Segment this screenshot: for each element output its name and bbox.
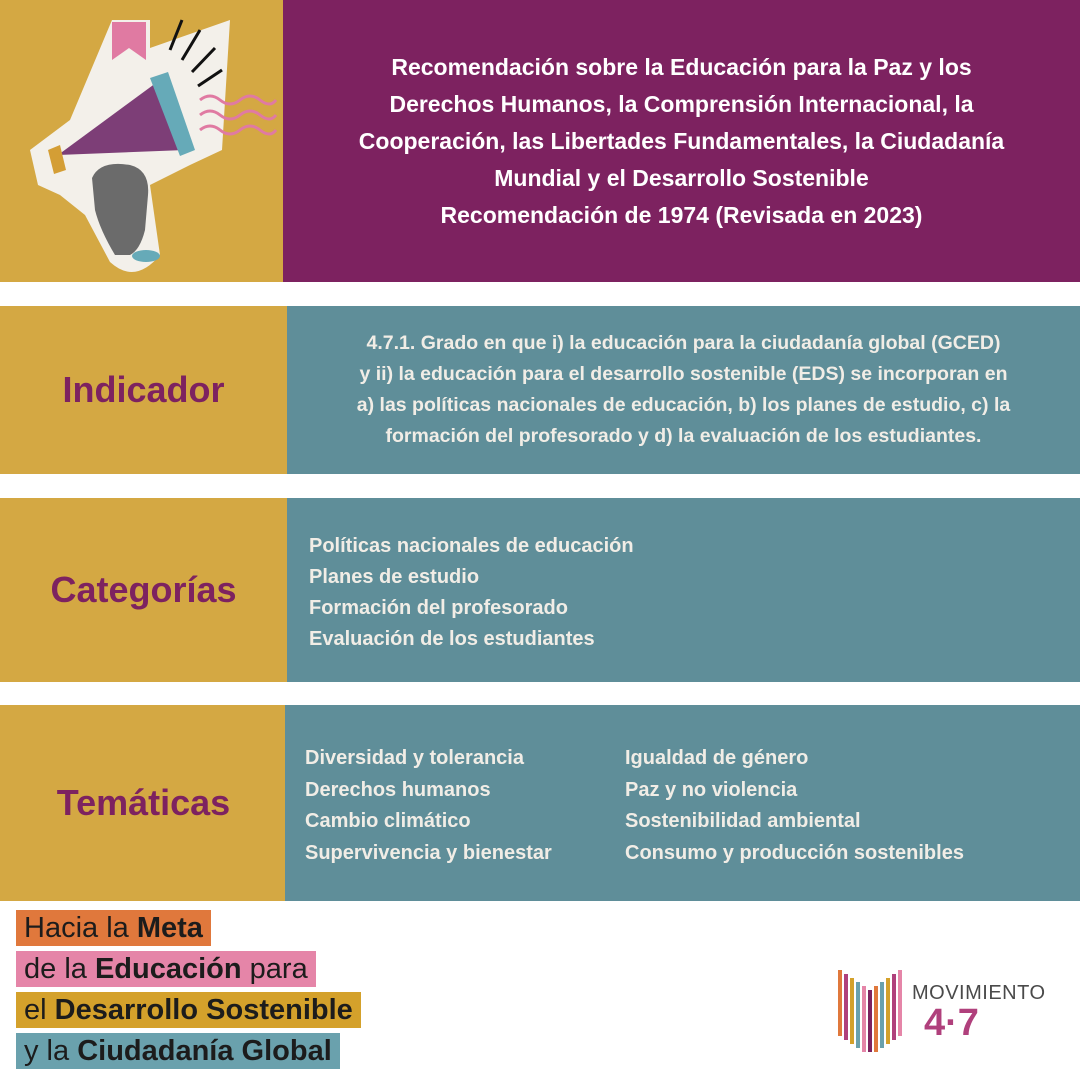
title-line: Recomendación sobre la Educación para la Paz y los (391, 53, 972, 80)
tematicas-label: Temáticas (0, 705, 287, 901)
list-item: Políticas nacionales de educación (309, 535, 634, 557)
list-item: Igualdad de género (625, 747, 809, 769)
tagline-line-3 (16, 992, 361, 1028)
indicador-label: Indicador (0, 306, 287, 474)
list-item: Derechos humanos (305, 778, 491, 801)
tematicas-column-1 (305, 743, 552, 869)
tagline-line-1 (16, 910, 211, 946)
list-item: Formación del profesorado (309, 597, 568, 619)
indicador-line: 4.7.1. Grado en que i) la educación para la ciudadanía global (GCED) (366, 332, 1001, 354)
logo-bars-icon (838, 968, 904, 1054)
list-item: Paz y no violencia (625, 778, 798, 801)
tagline-emphasis: Ciudadanía Global (77, 1035, 332, 1067)
list-item: Consumo y producción sostenibles (625, 841, 964, 864)
title-line: Mundial y el Desarrollo Sostenible (494, 164, 869, 191)
movimiento-logo (838, 968, 1058, 1056)
tagline-emphasis: Meta (136, 912, 203, 944)
indicador-text (341, 328, 1026, 452)
list-item: Sostenibilidad ambiental (625, 810, 861, 832)
header-illustration-panel (0, 0, 283, 282)
tagline-text: y la (24, 1035, 78, 1067)
indicador-line: y ii) la educación para el desarrollo sostenible (EDS) se incorporan en (359, 363, 1008, 385)
title-line: Cooperación, las Libertades Fundamentales, la Ciudadanía (358, 127, 1005, 154)
page-title (341, 49, 1022, 234)
tagline-text: el (24, 994, 55, 1026)
list-item: Planes de estudio (309, 566, 480, 588)
tagline-text: Hacia la (24, 912, 137, 944)
tagline-emphasis: Desarrollo Sostenible (54, 994, 353, 1026)
list-item: Supervivencia y bienestar (305, 841, 552, 864)
title-line: Derechos Humanos, la Comprensión Internacional, la (389, 90, 974, 117)
list-item: Diversidad y tolerancia (305, 747, 524, 769)
header-title-panel (283, 0, 1080, 282)
tematicas-panel (285, 705, 1080, 901)
tagline-line-4 (16, 1033, 340, 1069)
title-subline: Recomendación de 1974 (Revisada en 2023) (440, 201, 923, 228)
indicador-line: a) las políticas nacionales de educación, b) los planes de estudio, c) la (356, 394, 1011, 416)
tagline-text: de la (24, 953, 95, 985)
indicador-line: formación del profesorado y d) la evaluación de los estudiantes. (385, 425, 982, 447)
categorias-list (309, 531, 634, 655)
categorias-label: Categorías (0, 498, 287, 682)
indicador-panel (287, 306, 1080, 474)
logo-number: 4·7 (924, 1002, 979, 1044)
list-item: Evaluación de los estudiantes (309, 628, 595, 650)
megaphone-icon (0, 0, 283, 282)
tagline-emphasis: Educación (94, 953, 242, 985)
categorias-panel (287, 498, 1080, 682)
tematicas-column-2 (625, 743, 964, 869)
tagline-text: para (241, 953, 308, 985)
list-item: Cambio climático (305, 810, 471, 832)
logo-name: MOVIMIENTO (912, 982, 1046, 1004)
tagline-line-2 (16, 951, 316, 987)
